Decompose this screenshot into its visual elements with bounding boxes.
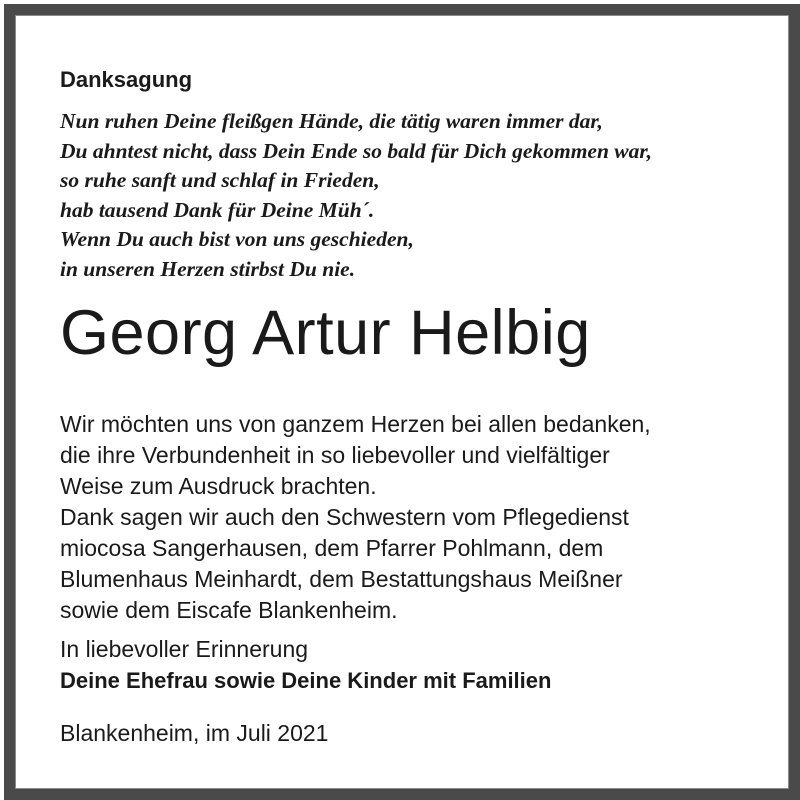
poem-line: Wenn Du auch bist von uns geschieden,	[60, 227, 414, 252]
poem-line: Du ahntest nicht, dass Dein Ende so bald für Dich gekommen war,	[60, 138, 652, 163]
family-signature: Deine Ehefrau sowie Deine Kinder mit Familien	[60, 668, 552, 694]
place-date: Blankenheim, im Juli 2021	[60, 720, 329, 747]
poem	[60, 107, 775, 284]
thanks-line: Weise zum Ausdruck brachten.	[60, 473, 377, 500]
notice-heading: Danksagung	[60, 67, 193, 92]
thanks-line: miocosa Sangerhausen, dem Pfarrer Pohlmann, dem	[60, 535, 604, 562]
poem-line: so ruhe sanft und schlaf in Frieden,	[60, 168, 380, 193]
memory-line: In liebevoller Erinnerung	[60, 636, 309, 663]
deceased-name: Georg Artur Helbig	[60, 298, 591, 369]
notice-frame	[4, 4, 800, 800]
thanks-line: Dank sagen wir auch den Schwestern vom Pflegedienst	[60, 504, 629, 531]
thanks-line: sowie dem Eiscafe Blankenheim.	[60, 597, 398, 624]
thanks-text	[60, 409, 775, 626]
thanks-line: Wir möchten uns von ganzem Herzen bei allen bedanken,	[60, 411, 651, 438]
notice-content	[60, 67, 775, 749]
poem-line: hab tausend Dank für Deine Müh´.	[60, 197, 375, 222]
thanks-line: Blumenhaus Meinhardt, dem Bestattungshaus Meißner	[60, 566, 623, 593]
thanks-line: die ihre Verbundenheit in so liebevoller und vielfältiger	[60, 442, 610, 469]
poem-line: Nun ruhen Deine fleißgen Hände, die tätig waren immer dar,	[60, 109, 603, 134]
poem-line: in unseren Herzen stirbst Du nie.	[60, 256, 356, 281]
